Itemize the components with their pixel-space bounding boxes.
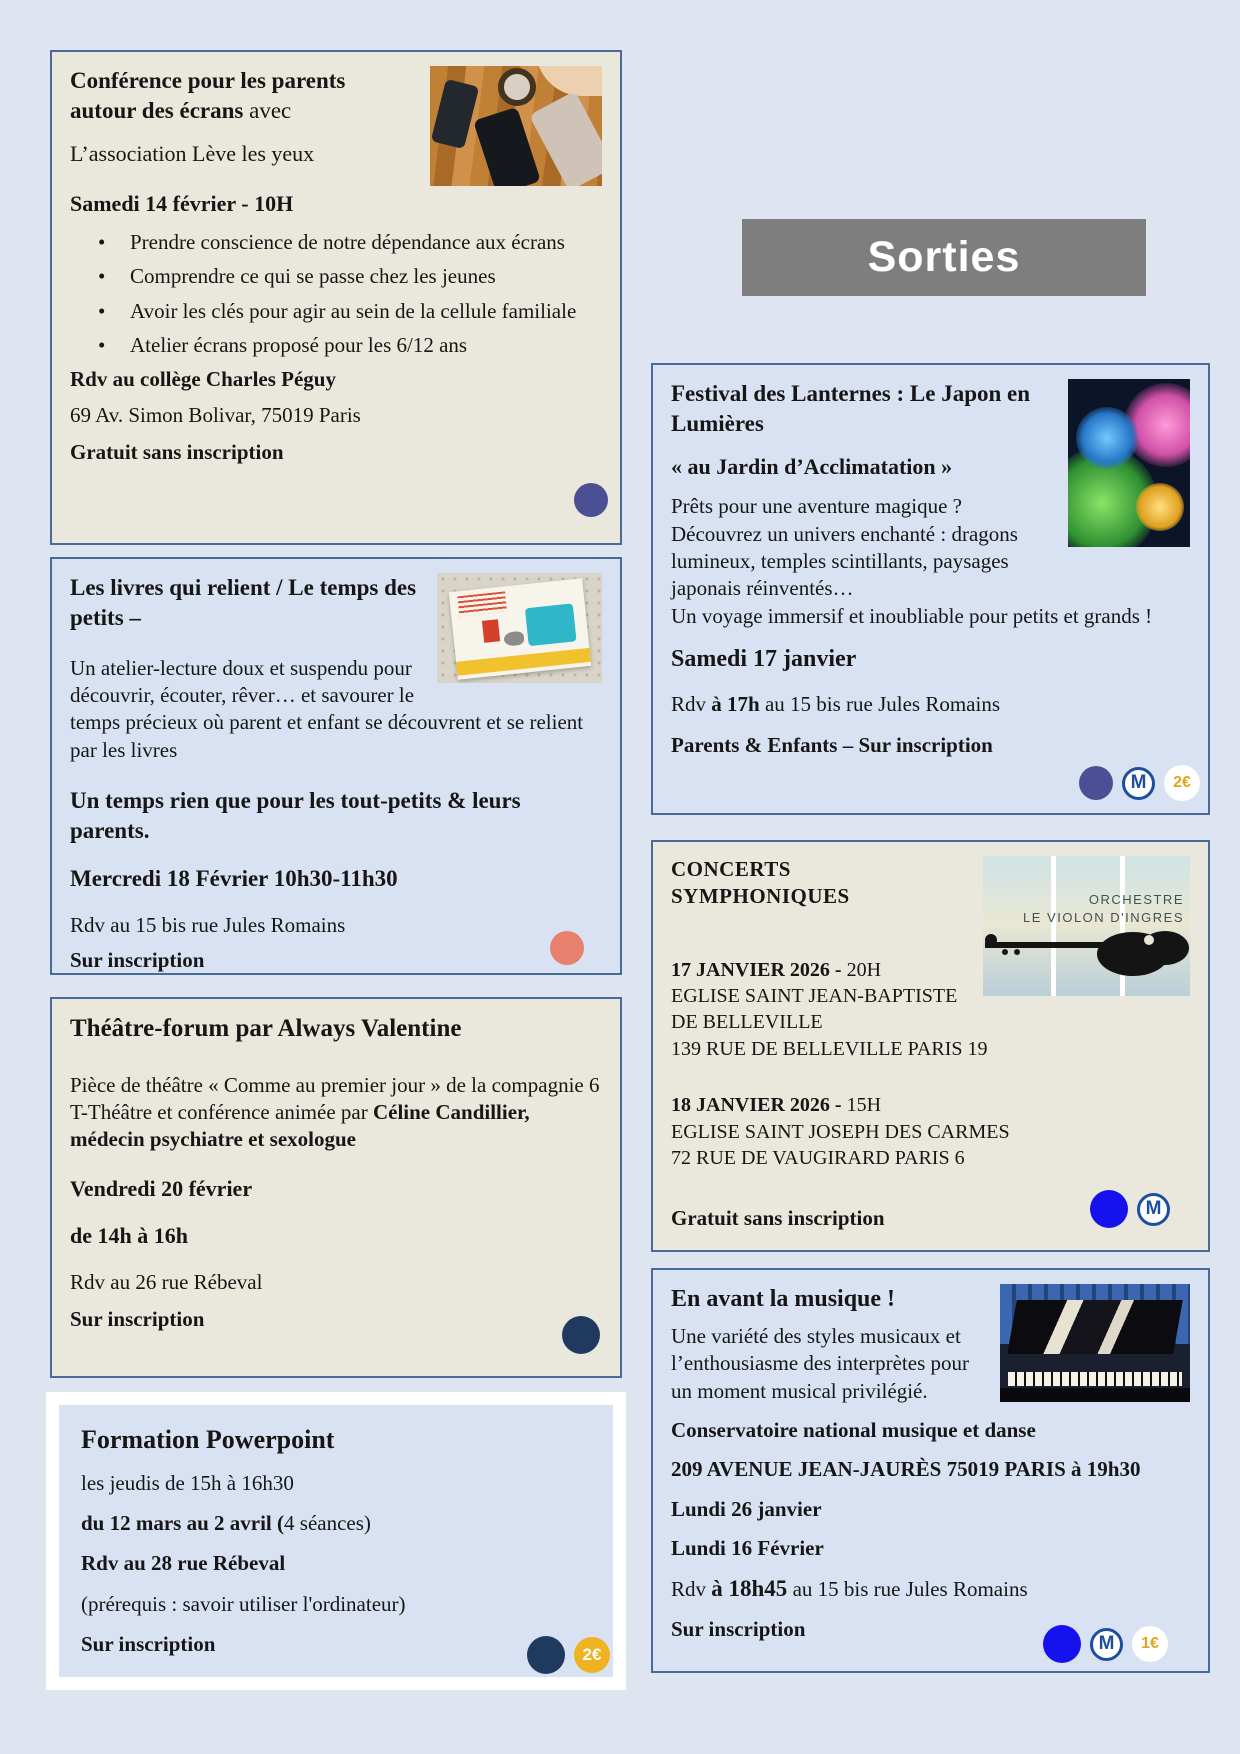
venue-line: Rdv au 28 rue Rébeval	[81, 1551, 286, 1576]
price-coin-icon: 2€	[574, 1637, 610, 1673]
list-item: • Comprendre ce qui se passe chez les jeunes	[98, 263, 602, 290]
description-line: Un voyage immersif et inoubliable pour petits et grands !	[671, 603, 1153, 628]
registration-note: Parents & Enfants – Sur inscription	[671, 733, 993, 758]
category-dot-icon	[562, 1316, 600, 1354]
price-note: Gratuit sans inscription	[70, 439, 284, 464]
en-avant-la-musique-card	[651, 1268, 1210, 1673]
lantern-glow-shape	[1136, 483, 1184, 531]
event-date: 18 JANVIER 2026 - 15H	[671, 1094, 882, 1117]
metro-icon: M	[1090, 1628, 1123, 1661]
piano-keys-shape	[1008, 1372, 1182, 1386]
address-line: 69 Av. Simon Bolivar, 75019 Paris	[70, 403, 361, 428]
highlight-text: Un temps rien que pour les tout-petits & leurs parents.	[70, 787, 521, 843]
address-line: 209 AVENUE JEAN-JAURÈS 75019 PARIS à 19h30	[671, 1457, 1141, 1482]
book-floor-shape	[456, 648, 591, 676]
event-date: Lundi 16 Février	[671, 1535, 824, 1560]
prerequisite-line: (prérequis : savoir utiliser l'ordinateur)	[81, 1591, 406, 1616]
registration-note: Sur inscription	[671, 1617, 806, 1642]
list-item: • Prendre conscience de notre dépendance aux écrans	[98, 229, 602, 256]
registration-note: Sur inscription	[81, 1631, 216, 1656]
piano-concert-hall-photo	[1000, 1284, 1190, 1402]
card-title: Les livres qui relient / Le temps des petits –	[70, 575, 417, 630]
rdv-line: Rdv à 18h45 au 15 bis rue Jules Romains	[671, 1576, 1028, 1602]
event-venue: EGLISE SAINT JEAN-BAPTISTE DE BELLEVILLE	[671, 984, 958, 1034]
venue-line: Rdv au 26 rue Rébeval	[70, 1269, 263, 1294]
event-venue: EGLISE SAINT JOSEPH DES CARMES	[671, 1120, 1010, 1143]
book-text-shape	[457, 591, 507, 616]
category-icons	[1079, 765, 1200, 801]
category-dot-icon	[1043, 1625, 1081, 1663]
illuminated-lanterns-photo	[1068, 379, 1190, 547]
registration-note: Sur inscription	[70, 947, 205, 972]
venue-line: Rdv au 15 bis rue Jules Romains	[70, 912, 346, 937]
event-block	[671, 1092, 1190, 1171]
description-text: Une variété des styles musicaux et l’enthousiasme des interprètes pour un moment musical privilégié.	[671, 1324, 969, 1403]
piano-lid-shape	[1007, 1300, 1183, 1354]
event-date: Mercredi 18 Février 10h30-11h30	[70, 865, 398, 891]
festival-lanternes-card	[651, 363, 1210, 815]
sorties-section-header: Sorties	[742, 219, 1146, 296]
dates-line: du 12 mars au 2 avril (4 séances)	[81, 1511, 371, 1536]
theatre-forum-card	[50, 997, 622, 1378]
phone-shape	[431, 79, 479, 149]
category-dot-icon	[1090, 1190, 1128, 1228]
event-date: Samedi 14 février - 10H	[70, 191, 294, 217]
orchestra-name-text: LE VIOLON D'INGRES	[1023, 910, 1184, 925]
description-text: Pièce de théâtre « Comme au premier jour » de la compagnie 6 T-Théâtre et conférence animée par Céline Candillier, médecin psychiatre et sexologue	[70, 1072, 600, 1152]
location-line: « au Jardin d’Acclimatation »	[671, 453, 953, 479]
card-title: CONCERTS SYMPHONIQUES	[671, 857, 850, 909]
book-bed-shape	[525, 603, 577, 646]
category-icons	[1043, 1625, 1168, 1663]
metro-icon: M	[1122, 767, 1155, 800]
category-dot-icon	[550, 931, 584, 965]
lantern-glow-shape	[1076, 407, 1138, 469]
event-date: Lundi 26 janvier	[671, 1496, 822, 1521]
event-date: 17 JANVIER 2026 - 20H	[671, 958, 882, 981]
venue-line: Rdv au collège Charles Péguy	[70, 367, 336, 392]
category-icons	[562, 1316, 600, 1354]
children-book-photo	[437, 573, 602, 683]
description-line: Découvrez un univers enchanté : dragons lumineux, temples scintillants, paysages japonais réinventés…	[671, 521, 1018, 601]
hand-shape	[536, 66, 602, 96]
conference-parents-ecrans-card	[50, 50, 622, 545]
list-item: • Atelier écrans proposé pour les 6/12 ans	[98, 332, 602, 359]
event-time: de 14h à 16h	[70, 1222, 188, 1248]
category-icons	[1090, 1190, 1170, 1228]
category-icons	[574, 483, 608, 517]
formation-powerpoint-card	[46, 1392, 626, 1690]
description-text: Un atelier-lecture doux et suspendu pour découvrir, écouter, rêver… et savourer le temps précieux où parent et enfant se découvrent et se relient par les livres	[70, 655, 584, 762]
venue-line: Conservatoire national musique et danse	[671, 1418, 1036, 1443]
book-page-shape	[449, 578, 591, 680]
event-address: 72 RUE DE VAUGIRARD PARIS 6	[671, 1146, 965, 1169]
event-date: Vendredi 20 février	[70, 1176, 253, 1202]
orchestre-violon-ingres-photo	[983, 856, 1190, 996]
smartphones-on-table-photo	[430, 66, 602, 186]
card-title: En avant la musique !	[671, 1286, 896, 1312]
list-item: • Avoir les clés pour agir au sein de la cellule familiale	[98, 298, 602, 325]
phone-shape	[529, 91, 602, 186]
price-note: Gratuit sans inscription	[671, 1206, 885, 1231]
description-line: Prêts pour une aventure magique ?	[671, 494, 962, 519]
price-coin-icon: 2€	[1164, 765, 1200, 801]
category-icons	[550, 931, 584, 965]
book-wolf-shape	[503, 631, 524, 647]
card-title: Conférence pour les parents autour des écrans avec	[70, 68, 346, 123]
venue-line: Rdv à 17h au 15 bis rue Jules Romains	[671, 692, 1001, 717]
category-dot-icon	[574, 483, 608, 517]
orchestra-name-text: ORCHESTRE	[1088, 892, 1184, 907]
watch-shape	[498, 68, 536, 106]
schedule-line: les jeudis de 15h à 16h30	[81, 1470, 294, 1495]
category-dot-icon	[1079, 766, 1113, 800]
event-address: 139 RUE DE BELLEVILLE PARIS 19	[671, 1037, 988, 1060]
topics-list	[98, 229, 602, 359]
event-date: Samedi 17 janvier	[671, 645, 857, 672]
metro-icon: M	[1137, 1193, 1170, 1226]
registration-note: Sur inscription	[70, 1306, 205, 1331]
price-coin-icon: 1€	[1132, 1626, 1168, 1662]
category-dot-icon	[527, 1636, 565, 1674]
association-name: L’association Lève les yeux	[70, 140, 315, 166]
piano-body-shape	[1000, 1388, 1190, 1402]
book-chair-shape	[482, 619, 500, 643]
category-icons	[527, 1636, 610, 1674]
concerts-symphoniques-card	[651, 840, 1210, 1252]
livres-qui-relient-card	[50, 557, 622, 975]
violin-silhouette-icon	[983, 926, 1190, 986]
card-title: Formation Powerpoint	[81, 1425, 335, 1454]
card-title: Festival des Lanternes : Le Japon en Lumières	[671, 381, 1031, 436]
card-title: Théâtre-forum par Always Valentine	[70, 1015, 462, 1042]
